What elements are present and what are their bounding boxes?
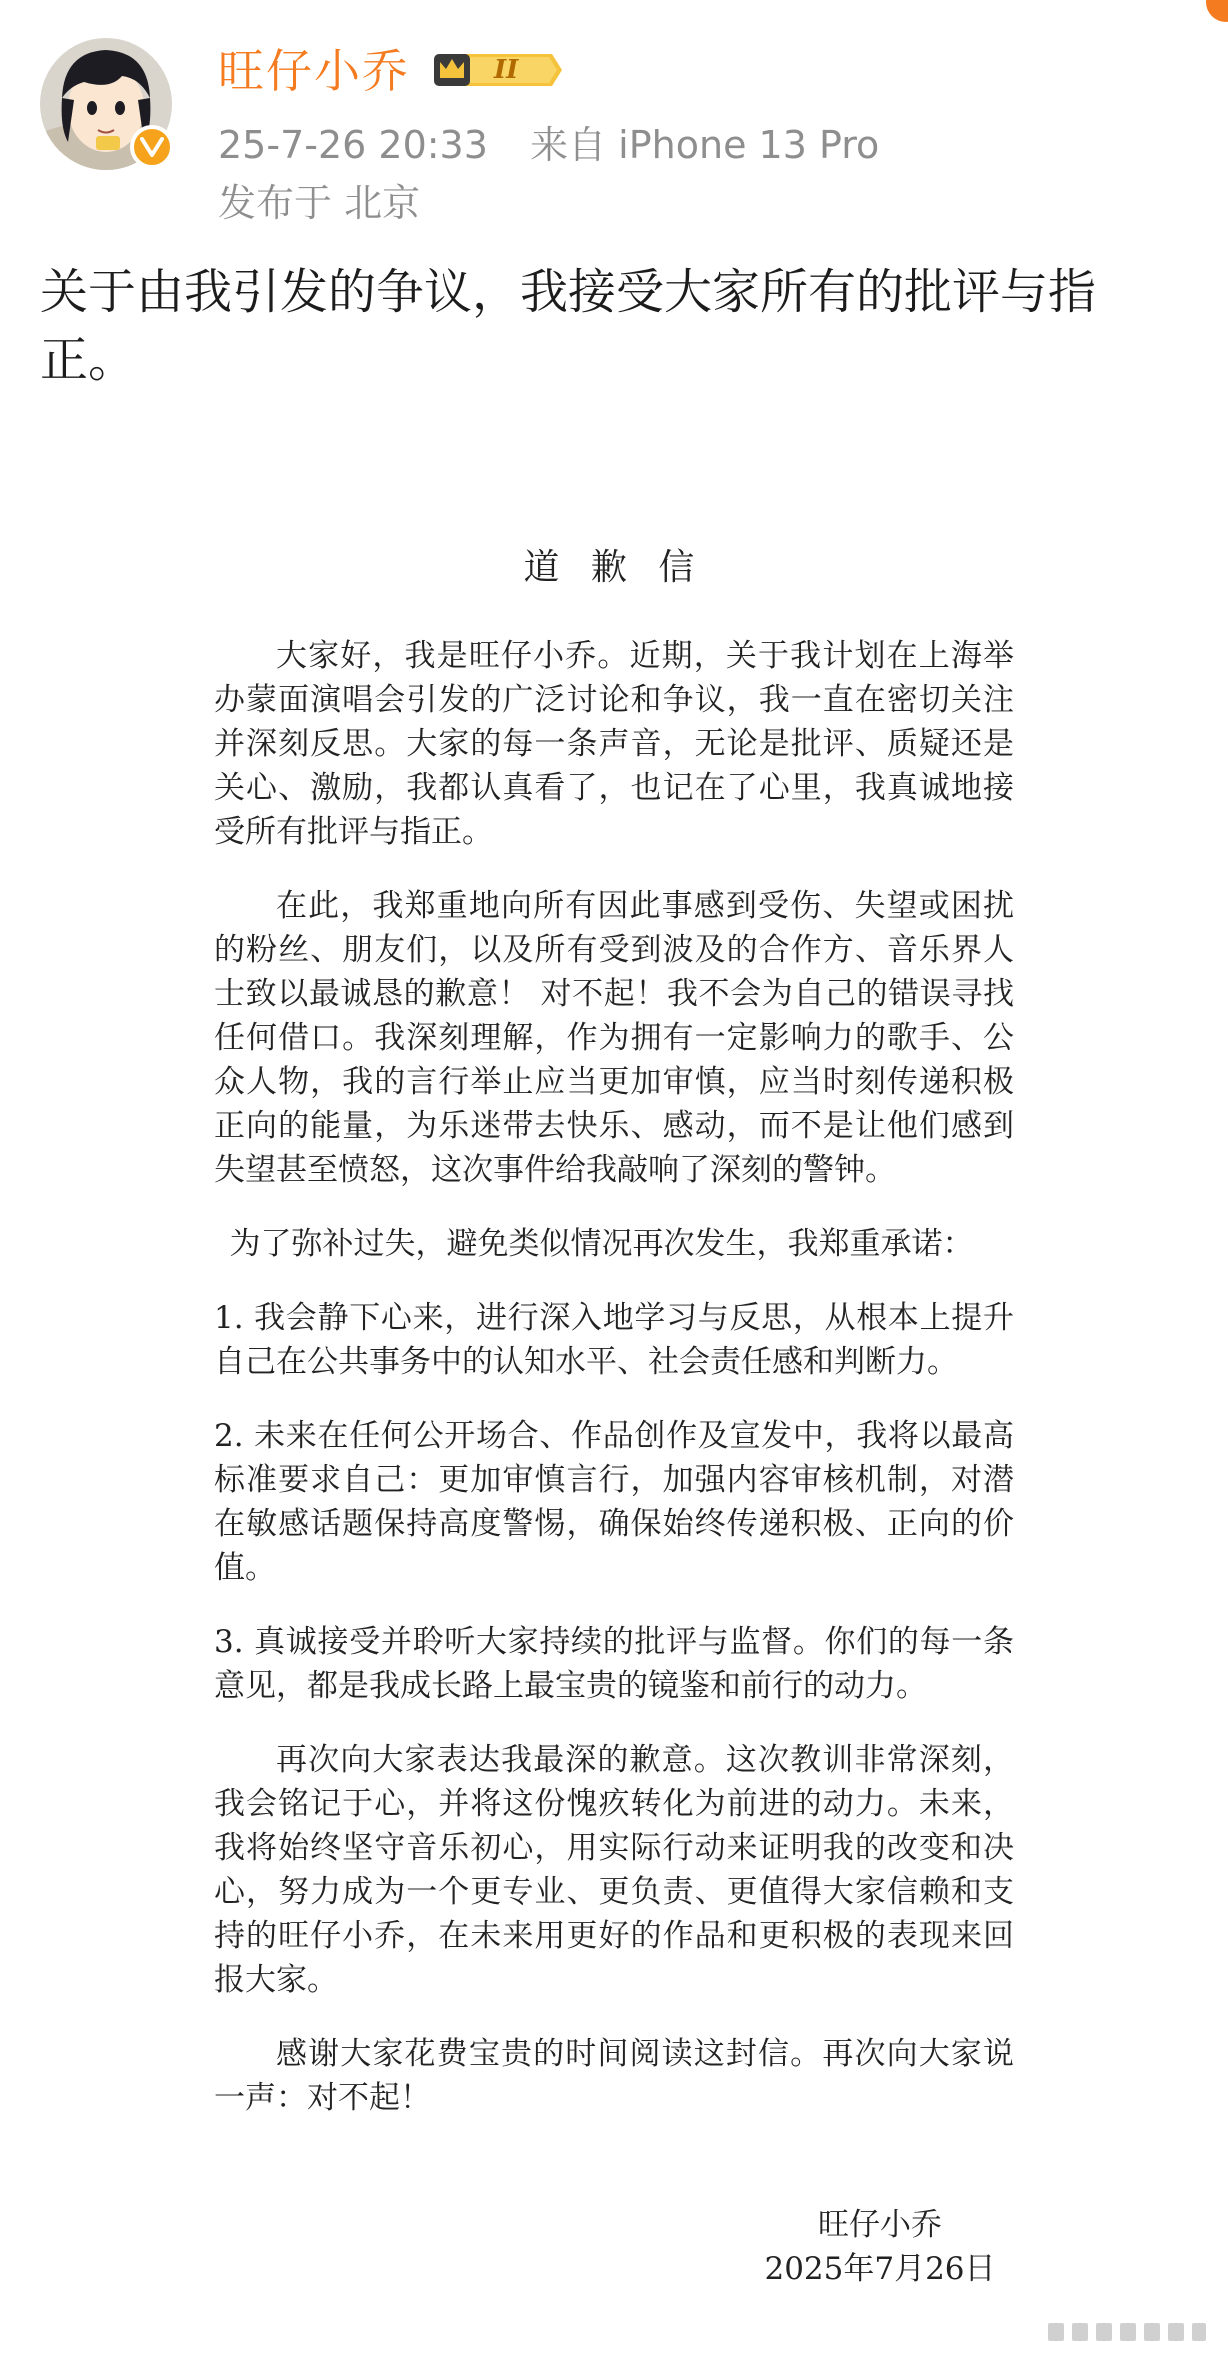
- post-timestamp: 25-7-26 20:33: [218, 123, 488, 167]
- post-text: 关于由我引发的争议，我接受大家所有的批评与指正。: [40, 264, 1097, 388]
- letter-paragraph: 大家好，我是旺仔小乔。近期，关于我计划在上海举办蒙面演唱会引发的广泛讨论和争议，我一直在密切关注并深刻反思。大家的每一条声音，无论是批评、质疑还是关心、激励，我都认真看了，也记在了心里，我真诚地接受所有批评与指正。: [214, 638, 1014, 850]
- letter-paragraph: 在此，我郑重地向所有因此事感到受伤、失望或困扰的粉丝、朋友们，以及所有受到波及的合作方、音乐界人士致以最诚恳的歉意！ 对不起！我不会为自己的错误寻找任何借口。我深刻理解，作为拥有一定影响力的歌手、公众人物，我的言行举止应当更加审慎，应当时刻传递积极正向的能量，为乐迷带去快乐、感动，而不是让他们感到失望甚至愤怒，这次事件给我敲响了深刻的警钟。: [214, 888, 1014, 1188]
- letter-paragraph: 感谢大家花费宝贵的时间阅读这封信。再次向大家说一声：对不起！: [214, 2036, 1014, 2116]
- letter-title: 道 歉 信: [523, 547, 705, 588]
- letter-list-item: 3. 真诚接受并聆听大家持续的批评与监督。你们的每一条意见，都是我成长路上最宝贵的镜鉴和前行的动力。: [214, 1624, 1014, 1704]
- corner-indicator: [1206, 0, 1228, 22]
- letter-signature: [740, 2203, 1020, 2291]
- signature-name: 旺仔小乔: [818, 2207, 942, 2243]
- vip-level: II: [494, 55, 519, 85]
- apology-letter-image[interactable]: [214, 520, 1014, 2150]
- signature-date: 2025年7月26日: [764, 2251, 996, 2287]
- post-source: 来自 iPhone 13 Pro: [530, 123, 880, 167]
- watermark: [1048, 2312, 1208, 2356]
- watermark-icon: [1048, 2317, 1208, 2347]
- user-name[interactable]: 旺仔小乔: [218, 44, 410, 98]
- letter-paragraph: 为了弥补过失，避免类似情况再次发生，我郑重承诺：: [229, 1226, 974, 1262]
- letter-list-item: 1. 我会静下心来，进行深入地学习与反思，从根本上提升自己在公共事务中的认知水平、社会责任感和判断力。: [214, 1300, 1014, 1380]
- verified-badge: [130, 125, 174, 169]
- letter-list-item: 2. 未来在任何公开场合、作品创作及宣发中，我将以最高标准要求自己：更加审慎言行，加强内容审核机制，对潜在敏感话题保持高度警惕，确保始终传递积极、正向的价值。: [214, 1418, 1014, 1586]
- vip-badge[interactable]: [432, 48, 564, 92]
- verified-v-icon: [140, 137, 164, 157]
- post-location: 发布于 北京: [218, 181, 421, 225]
- letter-paragraph: 再次向大家表达我最深的歉意。这次教训非常深刻，我会铭记于心，并将这份愧疚转化为前进的动力。未来，我将始终坚守音乐初心，用实际行动来证明我的改变和决心，努力成为一个更专业、更负责、更值得大家信赖和支持的旺仔小乔，在未来用更好的作品和更积极的表现来回报大家。: [214, 1742, 1014, 1998]
- post-meta: [218, 120, 879, 170]
